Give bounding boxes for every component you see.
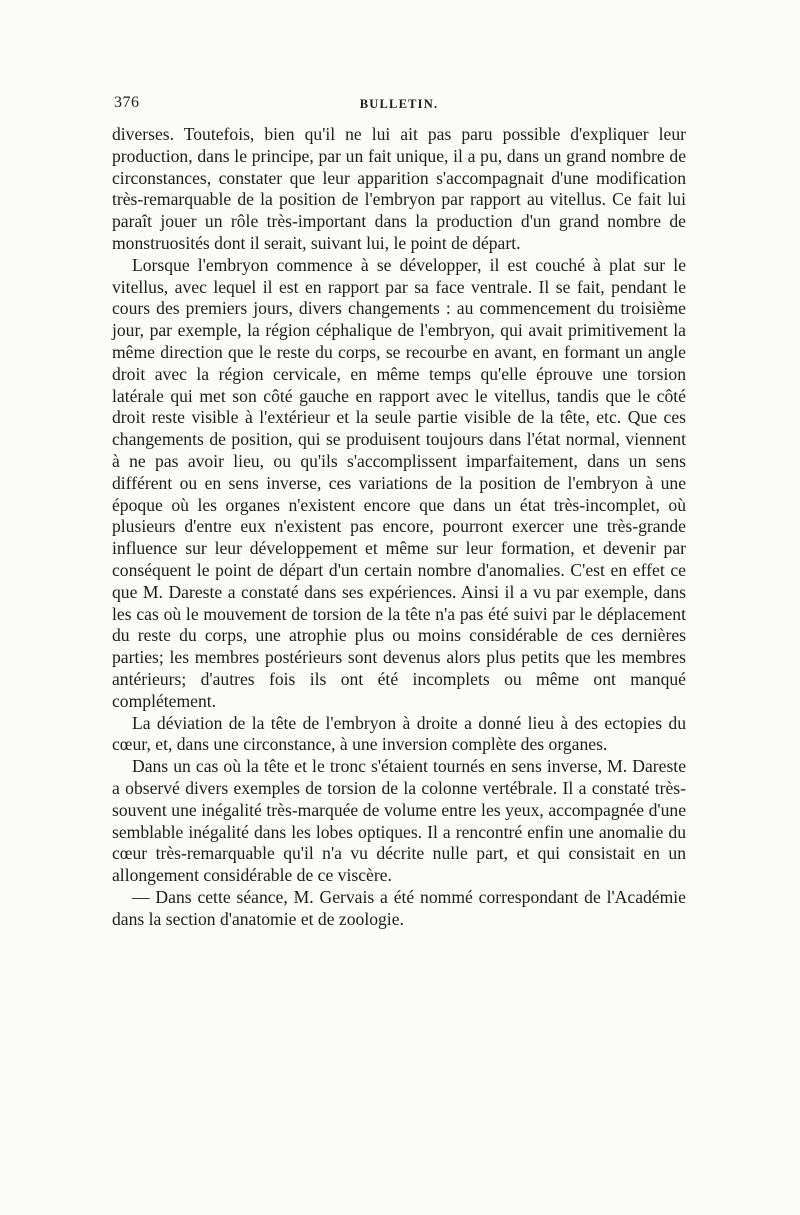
paragraph-torsion-cases: Dans un cas où la tête et le tronc s'étaient tournés en sens inverse, M. Dareste a observé divers exemples de torsion de la colonne vertébrale. Il a constaté très-souvent une inégalité très-marquée de volume entre les yeux, accompagnée d'une semblable inégalité dans les lobes optiques. Il a rencontré enfin une anomalie du cœur très-remarquable qu'il n'a vu décrite nulle part, et qui consistait en un allongement considérable de ce viscère.	[112, 756, 686, 886]
book-page	[112, 94, 686, 930]
page-number: 376	[114, 94, 140, 111]
paragraph-head-deviation: La déviation de la tête de l'embryon à droite a donné lieu à des ectopies du cœur, et, dans une circonstance, à une inversion complète des organes.	[112, 712, 686, 755]
paragraph-embryo-development: Lorsque l'embryon commence à se développer, il est couché à plat sur le vitellus, avec lequel il est en rapport par sa face ventrale. Il se fait, pendant le cours des premiers jours, divers changements : au commencement du troisième jour, par exemple, la région céphalique de l'embryon, qui avait primitivement la même direction que le reste du corps, se recourbe en avant, en formant un angle droit avec la région cervicale, en même temps qu'elle éprouve une torsion latérale qui met son côté gauche en rapport avec le vitellus, tandis que le côté droit reste visible à l'extérieur et la seule partie visible de la tête, etc. Que ces changements de position, qui se produisent toujours dans l'état normal, viennent à ne pas avoir lieu, ou qu'ils s'accomplissent imparfaitement, dans un sens différent ou en sens inverse, ces variations de la position de l'embryon à une époque où les organes n'existent encore que dans un état très-incomplet, où plusieurs d'entre eux n'existent pas encore, pourront exercer une très-grande influence sur leur développement et même sur leur formation, et devenir par conséquent le point de départ d'un certain nombre d'anomalies. C'est en effet ce que M. Dareste a constaté dans ses expériences. Ainsi il a vu par exemple, dans les cas où le mouvement de torsion de la tête n'a pas été suivi par le déplacement du reste du corps, une atrophie plus ou moins considérable de ces dernières parties; les membres postérieurs sont devenus alors plus petits que les membres antérieurs; d'autres fois ils ont été incomplets ou même ont manqué complétement.	[112, 254, 686, 711]
body-text	[112, 124, 686, 930]
paragraph-gervais-appointment: — Dans cette séance, M. Gervais a été nommé correspondant de l'Académie dans la section d'anatomie et de zoologie.	[112, 886, 686, 929]
running-title: BULLETIN.	[359, 97, 439, 111]
paragraph-continuation: diverses. Toutefois, bien qu'il ne lui ait pas paru possible d'expliquer leur production, dans le principe, par un fait unique, il a pu, dans un grand nombre de circonstances, constater que leur apparition s'accompagnait d'une modification très-remarquable de la position de l'embryon par rapport au vitellus. Ce fait lui paraît jouer un rôle très-important dans la production d'un grand nombre de monstruosités dont il serait, suivant lui, le point de départ.	[112, 124, 686, 253]
running-head	[112, 94, 686, 124]
